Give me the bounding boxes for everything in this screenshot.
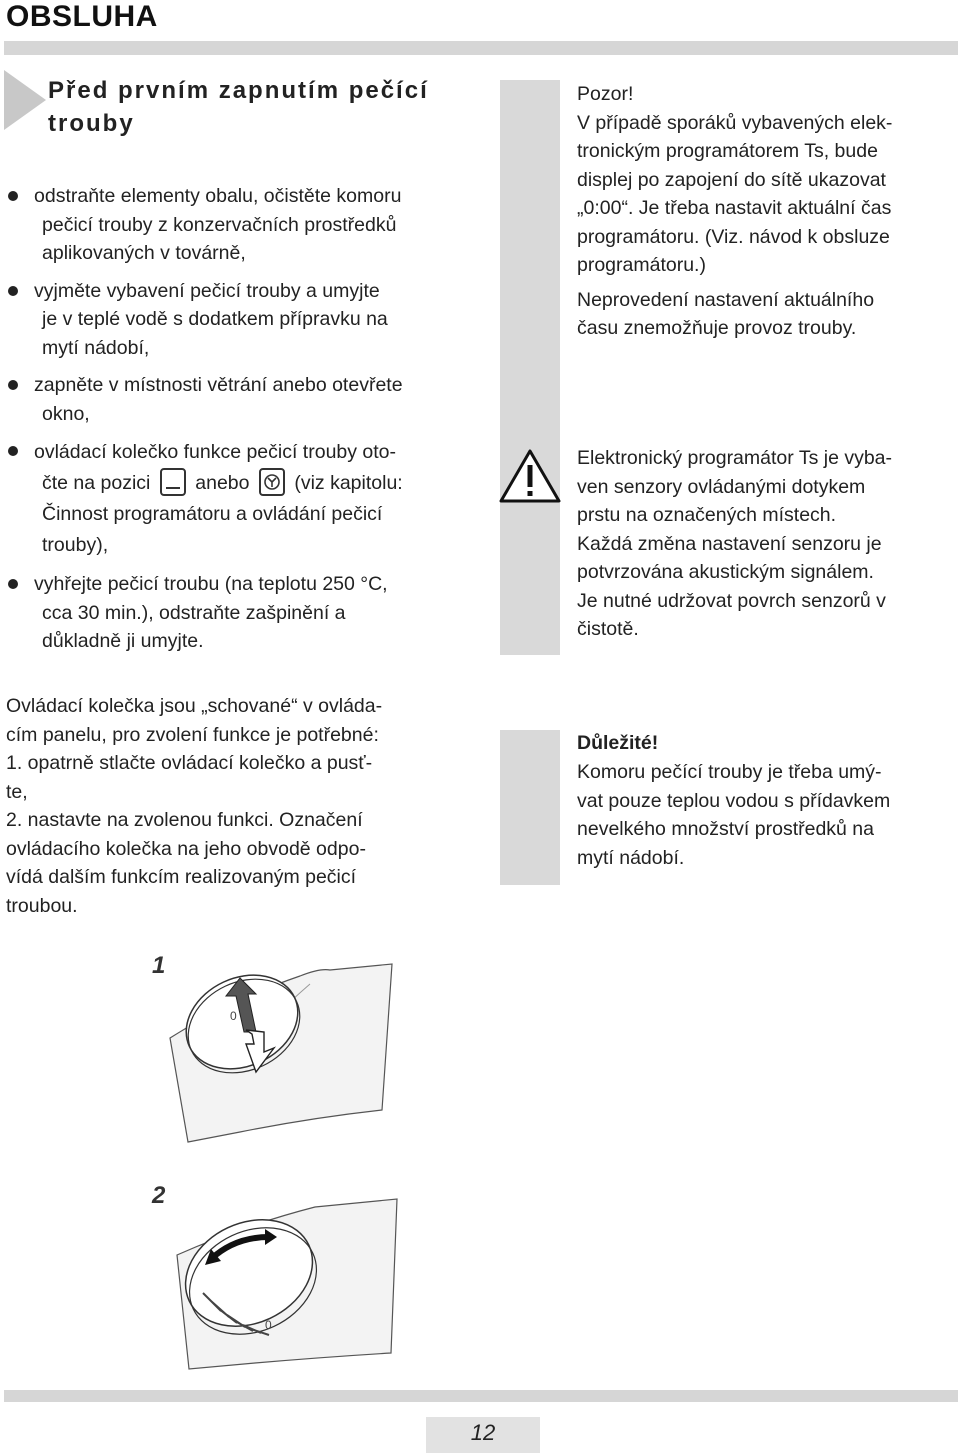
line xyxy=(34,468,466,499)
line: te, xyxy=(6,780,28,803)
list-item xyxy=(8,182,466,268)
line: mytí nádobí. xyxy=(577,846,685,869)
line: vídá dalším funkcím realizovaným pečicí xyxy=(6,866,357,888)
line: cím panelu, pro zvolení funkce je potřebné: xyxy=(6,723,379,746)
warning-paragraph xyxy=(577,286,959,343)
important-sidebar xyxy=(500,730,560,885)
line: mytí nádobí, xyxy=(42,336,150,359)
line: Komoru pečící trouby je třeba umý- xyxy=(577,761,882,783)
line: důkladně ji umyjte. xyxy=(42,630,204,652)
list-item xyxy=(8,437,466,561)
line: programátoru.) xyxy=(577,254,706,276)
line-part: (viz kapitolu: xyxy=(294,472,403,494)
electronic-programmer-note xyxy=(577,444,959,644)
line: ovládacího kolečka na jeho obvodě odpo- xyxy=(6,837,366,860)
bullet-icon xyxy=(8,286,18,296)
line: vat pouze teplou vodou s přídavkem xyxy=(577,789,891,812)
header-rule xyxy=(4,41,958,55)
section-title-line: trouby xyxy=(48,110,135,137)
line: nevelkého množství prostředků na xyxy=(577,818,874,840)
warning-sidebar xyxy=(500,80,560,655)
line: trouby), xyxy=(42,534,109,556)
line: Činnost programátoru a ovládání pečicí xyxy=(42,503,383,525)
line-part: čte na pozici xyxy=(42,472,151,494)
line: Ovládací kolečka jsou „schované“ v ovláda- xyxy=(6,695,383,717)
line: okno, xyxy=(42,402,90,425)
warning-triangle-icon xyxy=(498,448,562,504)
important-paragraph xyxy=(577,758,959,872)
line: troubou. xyxy=(6,894,78,917)
line: Neprovedení nastavení aktuálního xyxy=(577,288,875,311)
line: potvrzována akustickým signálem. xyxy=(577,561,874,583)
page-title: OBSLUHA xyxy=(6,0,158,33)
line: 1. opatrně stlačte ovládací kolečko a pusť- xyxy=(6,752,373,774)
controls-paragraph xyxy=(6,692,464,920)
preparation-list xyxy=(8,182,466,665)
list-item xyxy=(8,371,466,428)
warning-paragraph xyxy=(577,109,959,280)
knob-press-illustration xyxy=(160,940,400,1150)
line: vyhřejte pečicí troubu (na teplotu 250 °C, xyxy=(34,573,388,595)
bullet-icon xyxy=(8,579,18,589)
line: aplikovaných v továrně, xyxy=(42,242,246,264)
fan-symbol-icon xyxy=(259,468,285,496)
line: „0:00“. Je třeba nastavit aktuální čas xyxy=(577,197,892,219)
knob-zero-label: 0 xyxy=(265,1318,272,1332)
bullet-icon xyxy=(8,446,18,456)
line: Elektronický programátor Ts je vyba- xyxy=(577,447,893,469)
figure-number: 1 xyxy=(152,952,166,979)
line: Je nutné udržovat povrch senzorů v xyxy=(577,589,886,612)
knob-rotate-illustration xyxy=(165,1185,405,1375)
line: pečicí trouby z konzervačních prostředků xyxy=(42,213,397,236)
line: odstraňte elementy obalu, očistěte komoru xyxy=(34,185,402,207)
figure-number: 2 xyxy=(152,1182,166,1209)
bullet-icon xyxy=(8,380,18,390)
oven-door-symbol-icon xyxy=(160,468,186,496)
important-title: Důležité! xyxy=(577,732,659,754)
line: tronickým programátorem Ts, bude xyxy=(577,140,878,162)
section-title xyxy=(48,74,468,140)
line: cca 30 min.), odstraňte zašpinění a xyxy=(42,601,346,624)
line: ven senzory ovládanými dotykem xyxy=(577,475,866,498)
list-item xyxy=(8,570,466,656)
line: Každá změna nastavení senzoru je xyxy=(577,532,882,555)
list-item xyxy=(8,277,466,363)
line: V případě sporáků vybavených elek- xyxy=(577,111,893,134)
section-title-line: Před prvním zapnutím pečící xyxy=(48,77,429,104)
line: displej po zapojení do sítě ukazovat xyxy=(577,168,886,191)
line: je v teplé vodě s dodatkem přípravku na xyxy=(42,308,388,330)
line: prstu na označených místech. xyxy=(577,504,837,526)
bullet-icon xyxy=(8,191,18,201)
footer-rule xyxy=(4,1390,958,1402)
knob-zero-label: 0 xyxy=(230,1009,237,1023)
warning-box xyxy=(577,80,959,343)
line: vyjměte vybavení pečicí trouby a umyjte xyxy=(34,279,380,302)
line: čistotě. xyxy=(577,618,639,640)
line: programátoru. (Viz. návod k obsluze xyxy=(577,225,890,248)
warning-title: Pozor! xyxy=(577,83,634,105)
line: času znemožňuje provoz trouby. xyxy=(577,317,857,339)
line-part: anebo xyxy=(195,472,250,494)
line: 2. nastavte na zvolenou funkci. Označení xyxy=(6,809,363,831)
section-arrow-icon xyxy=(4,70,46,130)
page-number: 12 xyxy=(470,1420,496,1445)
line: zapněte v místnosti větrání anebo otevřete xyxy=(34,374,403,396)
line: ovládací kolečko funkce pečicí trouby oto- xyxy=(34,441,397,463)
